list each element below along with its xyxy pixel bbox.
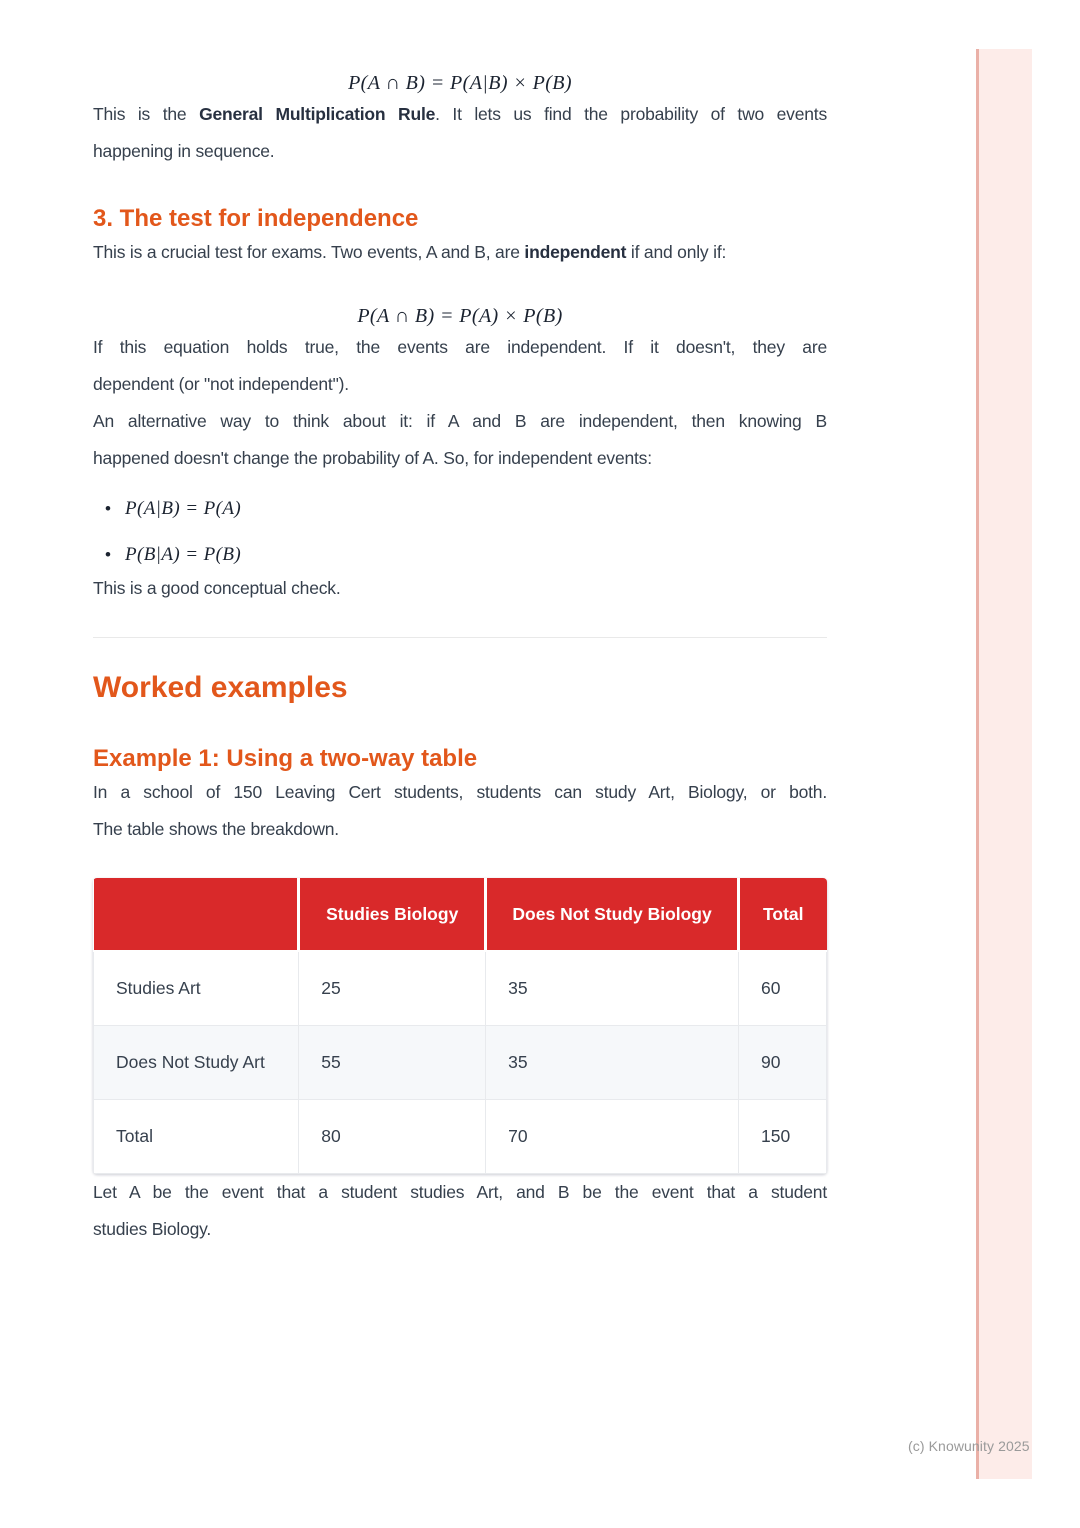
page-content [93,0,827,1248]
formula-independence-test: P(A ∩ B) = P(A) × P(B) [357,305,563,327]
table-header-row [94,878,827,951]
heading-worked-examples: Worked examples [93,671,348,704]
table-header-total: Total [739,878,827,951]
table-cell: 80 [299,1100,486,1174]
text-line: happened doesn't change the probability of A. So, for independent events: [93,448,652,468]
paragraph-school-intro [93,774,827,848]
table-cell: 60 [739,951,827,1026]
independence-properties-list [93,495,827,570]
text-line [93,96,827,133]
table-row-studies-art [94,951,827,1026]
bold-general-multiplication-rule: General Multiplication Rule [199,104,436,124]
text-line: The table shows the breakdown. [93,819,339,839]
table-cell: 35 [486,951,739,1026]
text-line: Let A be the event that a student studies Art, and B be the event that a student [93,1182,827,1202]
text-line: dependent (or "not independent"). [93,374,349,394]
paragraph-equation-holds [93,329,827,403]
row-label: Does Not Study Art [94,1026,299,1100]
text-line: happening in sequence. [93,141,275,161]
watermark: (c) Knowunity 2025 [908,1438,1030,1454]
list-item-conditional-b [105,541,827,570]
text-run: This is the [93,104,200,124]
two-way-table-grid [93,878,827,1174]
paragraph-crucial-test [93,234,827,271]
formula-conditional-b: P(B|A) = P(B) [125,544,242,565]
table-header-does-not-study-biology: Does Not Study Biology [486,878,739,951]
two-way-table [93,878,827,1174]
text-line: In a school of 150 Leaving Cert students, students can study Art, Biology, or both. [93,782,827,802]
table-cell: 35 [486,1026,739,1100]
formula-conditional-a: P(A|B) = P(A) [125,498,242,519]
text-run: . It lets us find the probability of two events [435,104,828,124]
heading-example-1: Example 1: Using a two-way table [93,745,478,772]
formula-general-multiplication: P(A ∩ B) = P(A|B) × P(B) [348,72,572,94]
text-line: studies Biology. [93,1219,212,1239]
row-label: Studies Art [94,951,299,1026]
row-label: Total [94,1100,299,1174]
table-cell: 70 [486,1100,739,1174]
list-item-conditional-a [105,495,827,524]
heading-test-for-independence: 3. The test for independence [93,205,419,232]
bold-independent: independent [524,242,627,262]
paragraph-alternative-way [93,403,827,477]
text-run: if and only if: [626,242,727,262]
page-edge-stripe [976,49,1032,1479]
paragraph-general-rule [93,96,827,170]
table-cell: 25 [299,951,486,1026]
text-line: If this equation holds true, the events are independent. If it doesn't, they are [93,337,827,357]
table-header-studies-biology: Studies Biology [299,878,486,951]
table-row-does-not-study-art [94,1026,827,1100]
text-line: An alternative way to think about it: if A and B are independent, then knowing B [93,411,827,431]
section-divider [93,637,827,638]
table-cell: 55 [299,1026,486,1100]
table-header-empty [94,878,299,951]
paragraph-define-events [93,1174,827,1248]
table-cell: 150 [739,1100,827,1174]
text-run: This is a crucial test for exams. Two events, A and B, are [93,242,525,262]
table-row-total [94,1100,827,1174]
paragraph-conceptual-check: This is a good conceptual check. [93,578,341,598]
table-cell: 90 [739,1026,827,1100]
